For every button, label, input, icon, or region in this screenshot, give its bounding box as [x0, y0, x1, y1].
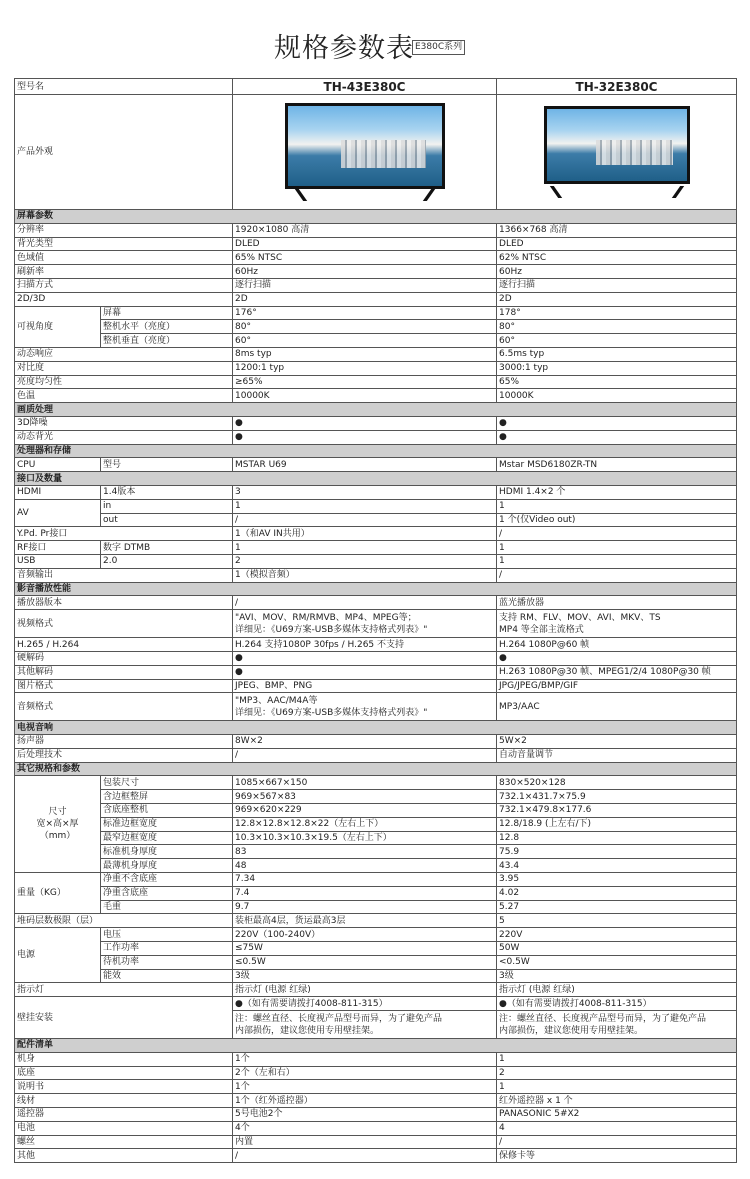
spec-value-43: 装柜最高4层，货运最高3层 — [233, 914, 497, 928]
spec-row — [15, 251, 737, 265]
spec-value-32: H.263 1080P@30 帧、MPEG1/2/4 1080P@30 帧 — [497, 665, 737, 679]
spec-label: 电池 — [15, 1121, 233, 1135]
spec-value-43: 注：螺丝直径、长度视产品型号而异，为了避免产品 内部损伤，建议您使用专用壁挂架。 — [233, 1011, 497, 1039]
spec-value-43: 48 — [233, 859, 497, 873]
spec-row — [15, 886, 737, 900]
spec-value-32: ● — [497, 430, 737, 444]
tv-32-image — [497, 95, 737, 210]
spec-label: H.265 / H.264 — [15, 638, 233, 652]
spec-sublabel: 净重不含底座 — [101, 873, 233, 887]
spec-value-32: 3000:1 typ — [497, 361, 737, 375]
spec-row — [15, 1052, 737, 1066]
spec-label: 可视角度 — [15, 306, 101, 347]
appearance-label: 产品外观 — [15, 95, 233, 210]
spec-value-43: ●（如有需要请拨打4008-811-315） — [233, 997, 497, 1011]
spec-value-32: 1 — [497, 499, 737, 513]
spec-value-43: 8W×2 — [233, 735, 497, 749]
spec-label: 机身 — [15, 1052, 233, 1066]
spec-table — [14, 78, 737, 1163]
spec-value-43: 10000K — [233, 389, 497, 403]
spec-label: 动态背光 — [15, 430, 233, 444]
spec-value-32: 732.1×431.7×75.9 — [497, 790, 737, 804]
spec-row — [15, 278, 737, 292]
spec-row — [15, 790, 737, 804]
spec-value-43: "AVI、MOV、RM/RMVB、MP4、MPEG等； 详细见：《U69方案-USB多媒体支持格式列表》" — [233, 610, 497, 638]
spec-value-32: 50W — [497, 942, 737, 956]
model-header-row — [15, 79, 737, 95]
section-title: 处理器和存储 — [15, 444, 737, 458]
spec-row — [15, 375, 737, 389]
section-header-row — [15, 472, 737, 486]
spec-value-32: PANASONIC 5#X2 — [497, 1108, 737, 1122]
spec-row — [15, 983, 737, 997]
spec-value-32: 220V — [497, 928, 737, 942]
spec-value-43: 2 — [233, 554, 497, 568]
section-header-row — [15, 582, 737, 596]
spec-sublabel: 工作功率 — [101, 942, 233, 956]
spec-value-32: / — [497, 1135, 737, 1149]
section-title: 配件清单 — [15, 1039, 737, 1053]
spec-value-32: <0.5W — [497, 955, 737, 969]
spec-value-43: 3 — [233, 485, 497, 499]
spec-row — [15, 748, 737, 762]
spec-value-43: 220V（100-240V） — [233, 928, 497, 942]
spec-value-43: 969×620×229 — [233, 804, 497, 818]
spec-value-43: 12.8×12.8×12.8×22（左右上下） — [233, 817, 497, 831]
spec-sublabel: 型号 — [101, 458, 233, 472]
spec-value-43: 1 — [233, 499, 497, 513]
section-title: 屏幕参数 — [15, 210, 737, 224]
section-title: 画质处理 — [15, 403, 737, 417]
spec-value-32: Mstar MSD6180ZR-TN — [497, 458, 737, 472]
spec-row — [15, 679, 737, 693]
spec-value-32: / — [497, 527, 737, 541]
spec-value-32: 732.1×479.8×177.6 — [497, 804, 737, 818]
spec-value-32: ● — [497, 651, 737, 665]
spec-value-32: DLED — [497, 237, 737, 251]
spec-value-32: 指示灯 (电源 红绿) — [497, 983, 737, 997]
spec-label: 对比度 — [15, 361, 233, 375]
spec-value-43: ● — [233, 430, 497, 444]
spec-value-43: DLED — [233, 237, 497, 251]
spec-row — [15, 997, 737, 1011]
spec-row — [15, 568, 737, 582]
spec-value-43: 2个（左和右） — [233, 1066, 497, 1080]
spec-value-43: 60° — [233, 334, 497, 348]
spec-label: 色域值 — [15, 251, 233, 265]
spec-label: AV — [15, 499, 101, 527]
spec-value-32: 6.5ms typ — [497, 347, 737, 361]
spec-value-43: 1 — [233, 541, 497, 555]
spec-value-32: 3.95 — [497, 873, 737, 887]
spec-label: 其他解码 — [15, 665, 233, 679]
spec-sublabel: 待机功率 — [101, 955, 233, 969]
spec-value-43: 4个 — [233, 1121, 497, 1135]
spec-label: 图片格式 — [15, 679, 233, 693]
spec-value-43: ≤0.5W — [233, 955, 497, 969]
spec-row — [15, 928, 737, 942]
section-header-row — [15, 721, 737, 735]
spec-row — [15, 831, 737, 845]
spec-sublabel: 含底座整机 — [101, 804, 233, 818]
spec-value-32: 1 — [497, 1052, 737, 1066]
spec-row — [15, 845, 737, 859]
spec-row — [15, 499, 737, 513]
section-header-row — [15, 210, 737, 224]
spec-value-32: 5 — [497, 914, 737, 928]
spec-value-43: ≤75W — [233, 942, 497, 956]
section-header-row — [15, 762, 737, 776]
spec-label: Y.Pd. Pr接口 — [15, 527, 233, 541]
spec-sublabel: 含边框整屏 — [101, 790, 233, 804]
spec-row — [15, 610, 737, 638]
spec-row — [15, 265, 737, 279]
spec-row — [15, 1121, 737, 1135]
spec-label: 音频格式 — [15, 693, 233, 721]
spec-row — [15, 334, 737, 348]
spec-sublabel: 标准机身厚度 — [101, 845, 233, 859]
spec-sublabel: 毛重 — [101, 900, 233, 914]
spec-sublabel: 2.0 — [101, 554, 233, 568]
spec-label: 刷新率 — [15, 265, 233, 279]
spec-value-32: 蓝光播放器 — [497, 596, 737, 610]
spec-row — [15, 347, 737, 361]
appearance-row — [15, 95, 737, 210]
spec-label: 动态响应 — [15, 347, 233, 361]
spec-label: 堆码层数极限（层） — [15, 914, 233, 928]
spec-label: 壁挂安装 — [15, 997, 233, 1039]
section-header-row — [15, 1039, 737, 1053]
spec-row — [15, 1108, 737, 1122]
spec-label: 后处理技术 — [15, 748, 233, 762]
spec-label: 指示灯 — [15, 983, 233, 997]
spec-row — [15, 320, 737, 334]
spec-value-32: 4 — [497, 1121, 737, 1135]
model-43-name: TH-43E380C — [233, 79, 497, 95]
spec-value-32: 红外遥控器 x 1 个 — [497, 1094, 737, 1108]
spec-value-43: 1（和AV IN共用） — [233, 527, 497, 541]
spec-value-43: 1（模拟音频） — [233, 568, 497, 582]
spec-value-32: 5W×2 — [497, 735, 737, 749]
spec-sublabel: in — [101, 499, 233, 513]
spec-value-43: 80° — [233, 320, 497, 334]
spec-value-43: 60Hz — [233, 265, 497, 279]
spec-value-32: 3级 — [497, 969, 737, 983]
spec-label: 背光类型 — [15, 237, 233, 251]
spec-label: 扬声器 — [15, 735, 233, 749]
spec-value-32: / — [497, 568, 737, 582]
spec-label: USB — [15, 554, 101, 568]
spec-value-43: ● — [233, 651, 497, 665]
spec-value-43: 指示灯 (电源 红绿) — [233, 983, 497, 997]
spec-row — [15, 554, 737, 568]
spec-label: 亮度均匀性 — [15, 375, 233, 389]
spec-label: 说明书 — [15, 1080, 233, 1094]
model-32-name: TH-32E380C — [497, 79, 737, 95]
spec-value-43: 8ms typ — [233, 347, 497, 361]
spec-row — [15, 804, 737, 818]
spec-value-32: 830×520×128 — [497, 776, 737, 790]
spec-value-32: H.264 1080P@60 帧 — [497, 638, 737, 652]
spec-value-43: 7.4 — [233, 886, 497, 900]
spec-label: 遥控器 — [15, 1108, 233, 1122]
spec-sublabel: 最薄机身厚度 — [101, 859, 233, 873]
spec-label: 2D/3D — [15, 292, 233, 306]
spec-value-32: ●（如有需要请拨打4008-811-315） — [497, 997, 737, 1011]
spec-row — [15, 513, 737, 527]
spec-row — [15, 416, 737, 430]
spec-row — [15, 914, 737, 928]
spec-row — [15, 638, 737, 652]
spec-value-43: 内置 — [233, 1135, 497, 1149]
spec-value-43: 逐行扫描 — [233, 278, 497, 292]
section-title: 电视音响 — [15, 721, 737, 735]
spec-label: 硬解码 — [15, 651, 233, 665]
section-title: 影音播放性能 — [15, 582, 737, 596]
spec-row — [15, 969, 737, 983]
spec-value-32: HDMI 1.4×2 个 — [497, 485, 737, 499]
spec-value-43: JPEG、BMP、PNG — [233, 679, 497, 693]
spec-label: HDMI — [15, 485, 101, 499]
spec-label: 线材 — [15, 1094, 233, 1108]
spec-value-32: 1 — [497, 1080, 737, 1094]
spec-row — [15, 485, 737, 499]
spec-row — [15, 735, 737, 749]
spec-row — [15, 223, 737, 237]
spec-value-43: 9.7 — [233, 900, 497, 914]
spec-value-32: 逐行扫描 — [497, 278, 737, 292]
spec-label: 尺寸 宽×高×厚 （mm） — [15, 776, 101, 873]
spec-row — [15, 873, 737, 887]
spec-value-43: ● — [233, 416, 497, 430]
spec-label: 音频输出 — [15, 568, 233, 582]
spec-row — [15, 859, 737, 873]
spec-label: 其他 — [15, 1149, 233, 1163]
spec-sublabel: 能效 — [101, 969, 233, 983]
spec-label: 分辨率 — [15, 223, 233, 237]
spec-value-32: 保修卡等 — [497, 1149, 737, 1163]
spec-value-43: 83 — [233, 845, 497, 859]
spec-label: 视频格式 — [15, 610, 233, 638]
spec-sublabel: 包装尺寸 — [101, 776, 233, 790]
spec-row — [15, 237, 737, 251]
spec-row — [15, 1066, 737, 1080]
spec-row — [15, 430, 737, 444]
spec-row — [15, 306, 737, 320]
spec-row — [15, 361, 737, 375]
spec-value-32: 12.8 — [497, 831, 737, 845]
spec-label: 播放器版本 — [15, 596, 233, 610]
spec-sublabel: 整机垂直（亮度） — [101, 334, 233, 348]
spec-row — [15, 292, 737, 306]
spec-row — [15, 776, 737, 790]
spec-value-32: JPG/JPEG/BMP/GIF — [497, 679, 737, 693]
spec-value-32: 75.9 — [497, 845, 737, 859]
spec-label: 底座 — [15, 1066, 233, 1080]
spec-value-43: 2D — [233, 292, 497, 306]
spec-row — [15, 458, 737, 472]
spec-value-43: 1200:1 typ — [233, 361, 497, 375]
spec-row — [15, 651, 737, 665]
spec-value-32: 1 个(仅Video out) — [497, 513, 737, 527]
spec-value-43: MSTAR U69 — [233, 458, 497, 472]
spec-value-43: 176° — [233, 306, 497, 320]
spec-value-43: / — [233, 1149, 497, 1163]
spec-row — [15, 665, 737, 679]
spec-label: 3D降噪 — [15, 416, 233, 430]
spec-row — [15, 527, 737, 541]
tv-43-image — [233, 95, 497, 210]
spec-value-32: 5.27 — [497, 900, 737, 914]
spec-value-32: 支持 RM、FLV、MOV、AVI、MKV、TS MP4 等全部主流格式 — [497, 610, 737, 638]
spec-value-43: 3级 — [233, 969, 497, 983]
section-header-row — [15, 444, 737, 458]
spec-row — [15, 1094, 737, 1108]
spec-sublabel: 电压 — [101, 928, 233, 942]
spec-value-43: 1个 — [233, 1052, 497, 1066]
spec-row — [15, 942, 737, 956]
spec-value-32: 60Hz — [497, 265, 737, 279]
spec-value-32: 1366×768 高清 — [497, 223, 737, 237]
spec-value-43: 969×567×83 — [233, 790, 497, 804]
section-title: 其它规格和参数 — [15, 762, 737, 776]
section-title: 接口及数量 — [15, 472, 737, 486]
spec-value-43: 7.34 — [233, 873, 497, 887]
spec-value-43: / — [233, 596, 497, 610]
spec-value-32: 10000K — [497, 389, 737, 403]
spec-value-43: 1个（红外遥控器） — [233, 1094, 497, 1108]
spec-sublabel: 屏幕 — [101, 306, 233, 320]
spec-value-32: ● — [497, 416, 737, 430]
spec-value-32: 60° — [497, 334, 737, 348]
spec-value-32: 自动音量调节 — [497, 748, 737, 762]
section-header-row — [15, 403, 737, 417]
spec-label: 色温 — [15, 389, 233, 403]
spec-value-43: ≥65% — [233, 375, 497, 389]
spec-value-32: 2 — [497, 1066, 737, 1080]
spec-value-43: "MP3、AAC/M4A等 详细见：《U69方案-USB多媒体支持格式列表》" — [233, 693, 497, 721]
spec-value-43: ● — [233, 665, 497, 679]
spec-value-32: MP3/AAC — [497, 693, 737, 721]
spec-label: CPU — [15, 458, 101, 472]
spec-value-43: 65% NTSC — [233, 251, 497, 265]
spec-row — [15, 1149, 737, 1163]
spec-row — [15, 1080, 737, 1094]
spec-row — [15, 955, 737, 969]
spec-label: RF接口 — [15, 541, 101, 555]
spec-value-43: / — [233, 748, 497, 762]
spec-sublabel: 标准边框宽度 — [101, 817, 233, 831]
spec-sublabel: 整机水平（亮度） — [101, 320, 233, 334]
spec-sublabel: 净重含底座 — [101, 886, 233, 900]
spec-row — [15, 817, 737, 831]
spec-value-32: 178° — [497, 306, 737, 320]
spec-value-43: 10.3×10.3×10.3×19.5（左右上下） — [233, 831, 497, 845]
spec-value-32: 43.4 — [497, 859, 737, 873]
spec-value-43: H.264 支持1080P 30fps / H.265 不支持 — [233, 638, 497, 652]
spec-value-43: / — [233, 513, 497, 527]
spec-sublabel: 1.4版本 — [101, 485, 233, 499]
spec-label: 电源 — [15, 928, 101, 983]
spec-value-32: 1 — [497, 541, 737, 555]
spec-sublabel: 最窄边框宽度 — [101, 831, 233, 845]
spec-label: 螺丝 — [15, 1135, 233, 1149]
spec-label: 扫描方式 — [15, 278, 233, 292]
spec-value-32: 12.8/18.9 (上左右/下) — [497, 817, 737, 831]
spec-label: 重量（KG） — [15, 873, 101, 914]
spec-value-32: 1 — [497, 554, 737, 568]
spec-value-32: 65% — [497, 375, 737, 389]
page-title: 规格参数表 — [274, 33, 414, 64]
spec-value-32: 4.02 — [497, 886, 737, 900]
spec-value-32: 注：螺丝直径、长度视产品型号而异，为了避免产品 内部损伤，建议您使用专用壁挂架。 — [497, 1011, 737, 1039]
spec-row — [15, 596, 737, 610]
spec-row — [15, 900, 737, 914]
spec-row — [15, 1135, 737, 1149]
spec-row — [15, 541, 737, 555]
series-tag: E380C系列 — [412, 40, 465, 55]
spec-value-32: 80° — [497, 320, 737, 334]
spec-value-43: 5号电池2个 — [233, 1108, 497, 1122]
spec-row — [15, 693, 737, 721]
model-name-label: 型号名 — [15, 79, 233, 95]
spec-value-32: 2D — [497, 292, 737, 306]
spec-value-32: 62% NTSC — [497, 251, 737, 265]
spec-value-43: 1085×667×150 — [233, 776, 497, 790]
spec-value-43: 1920×1080 高清 — [233, 223, 497, 237]
spec-value-43: 1个 — [233, 1080, 497, 1094]
spec-sublabel: out — [101, 513, 233, 527]
title-bar — [0, 0, 750, 76]
spec-row — [15, 389, 737, 403]
spec-sublabel: 数字 DTMB — [101, 541, 233, 555]
